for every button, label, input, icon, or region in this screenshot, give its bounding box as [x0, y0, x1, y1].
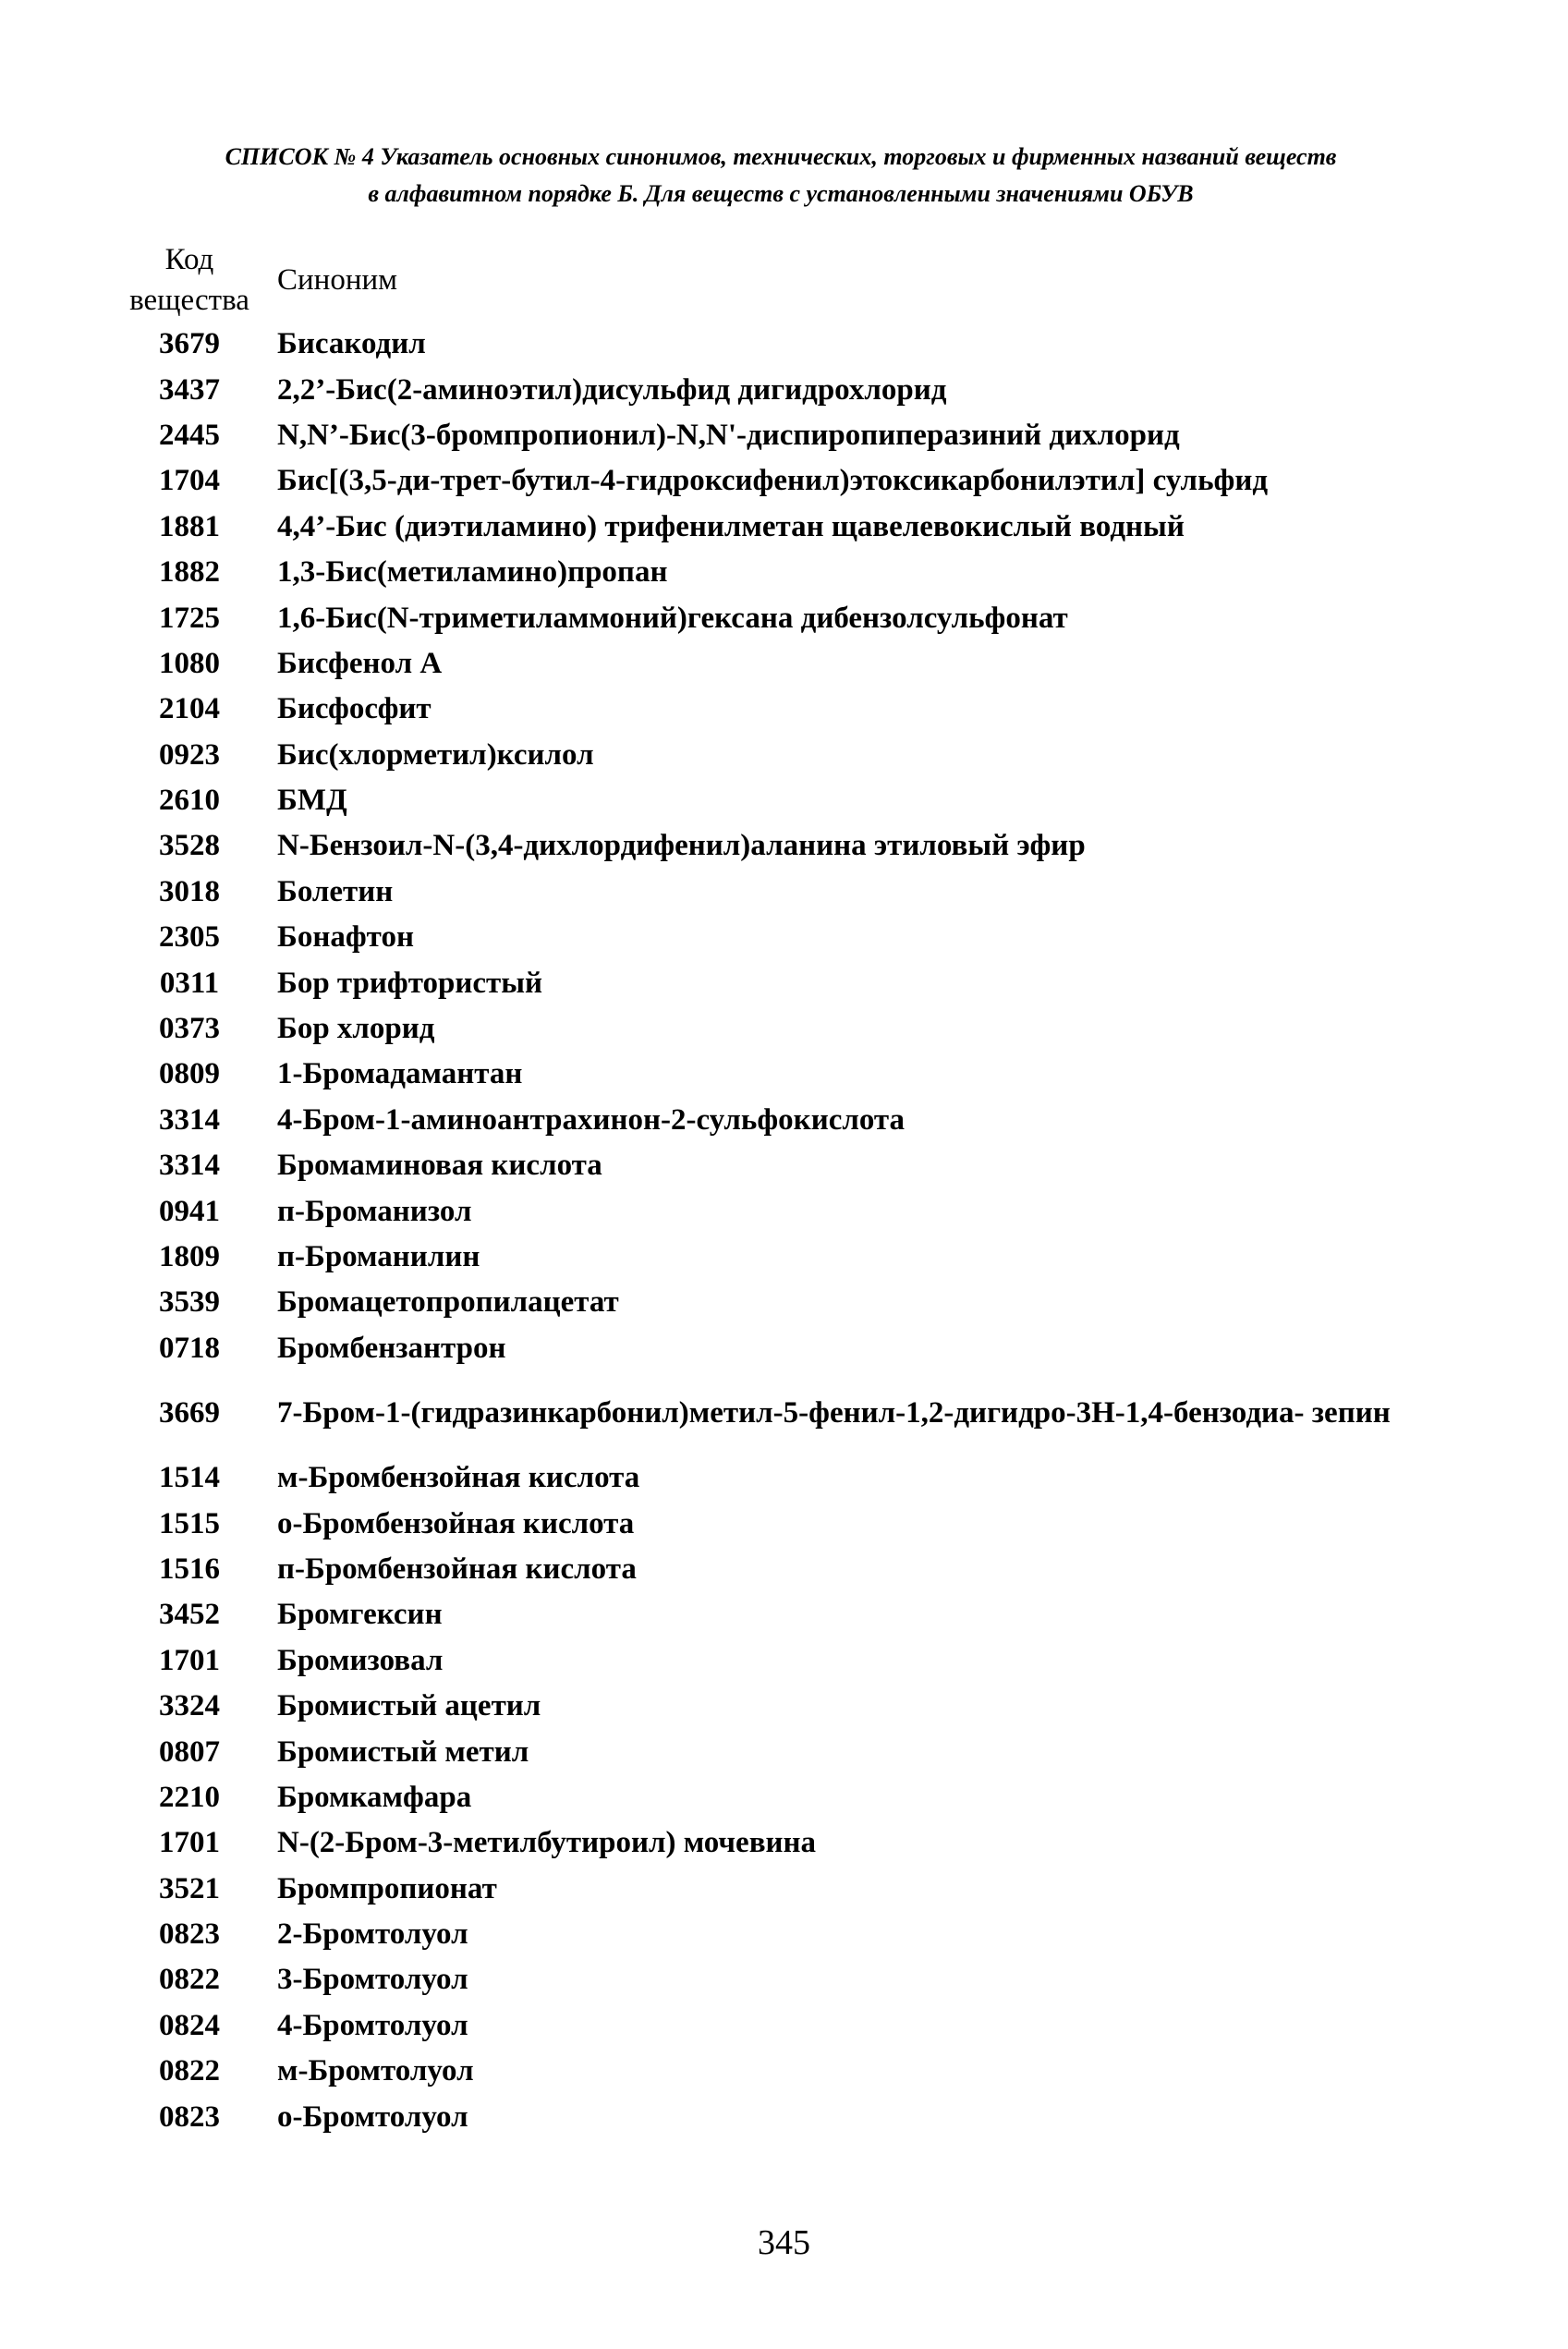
substance-code: 0822 — [159, 1963, 220, 1997]
table-row — [111, 915, 1441, 960]
table-row — [111, 1912, 1441, 1957]
header-line-2: в алфавитном порядке Б. Для веществ с установленными значениями ОБУВ — [368, 180, 1194, 207]
table-row — [111, 550, 1441, 595]
substance-synonym: Бор трифтористый — [277, 966, 543, 1000]
substance-synonym: о-Бромбензойная кислота — [277, 1506, 635, 1540]
substance-synonym: N,N’-Бис(3-бромпропионил)-N,N'-диспиропиперазиний дихлорид — [277, 418, 1180, 452]
substance-synonym: 4-Бромтолуол — [277, 2008, 468, 2042]
substance-synonym: п-Броманилин — [277, 1240, 480, 1273]
column-header-code — [111, 239, 268, 321]
table-row — [111, 458, 1441, 504]
substance-code: 3018 — [159, 874, 220, 908]
page-header — [139, 139, 1423, 213]
table-row — [111, 1729, 1441, 1774]
substance-synonym: Бромпропионат — [277, 1871, 497, 1905]
substance-synonym: Бромизовал — [277, 1643, 444, 1677]
substance-code: 1516 — [159, 1552, 220, 1586]
substance-code: 0311 — [159, 966, 220, 1000]
substance-code: 1515 — [159, 1506, 220, 1540]
substance-code: 1080 — [159, 646, 220, 680]
substance-code: 1701 — [159, 1826, 220, 1860]
substance-synonym: Бонафтон — [277, 920, 414, 955]
table-row — [111, 1052, 1441, 1097]
substance-code: 1881 — [159, 509, 220, 543]
substance-synonym: 2-Бромтолуол — [277, 1917, 468, 1952]
substance-synonym: о-Бромтолуол — [277, 2099, 468, 2134]
substance-synonym: 1-Бромадамантан — [277, 1057, 523, 1091]
substance-synonym: Бромаминовая кислота — [277, 1149, 602, 1183]
substance-code: 3539 — [159, 1285, 220, 1320]
substance-synonym: Бромистый метил — [277, 1734, 529, 1769]
substance-code: 0822 — [159, 2054, 220, 2088]
table-row — [111, 322, 1441, 367]
substance-code: 0807 — [159, 1734, 220, 1769]
table-header — [111, 238, 1441, 322]
substance-code: 1882 — [159, 555, 220, 590]
substance-synonym: м-Бромбензойная кислота — [277, 1461, 640, 1495]
header-line-1: СПИСОК № 4 Указатель основных синонимов, технических, торговых и фирменных названий веществ — [225, 143, 1337, 170]
substance-code: 1809 — [159, 1240, 220, 1273]
table-body — [111, 322, 1441, 2140]
substance-code: 3314 — [159, 1149, 220, 1183]
substance-synonym: 7-Бром-1-(гидразинкарбонил)метил-5-фенил-1,2-дигидро-3Н-1,4-бензодиа- зепин — [277, 1395, 1391, 1430]
table-row — [111, 870, 1441, 915]
table-row — [111, 1326, 1441, 1371]
substance-synonym: 1,6-Бис(N-триметиламмоний)гексана дибензолсульфонат — [277, 601, 1068, 635]
substance-code: 3679 — [159, 327, 220, 361]
substance-synonym: Бромистый ацетил — [277, 1689, 541, 1723]
substance-synonym: 2,2’-Бис(2-аминоэтил)дисульфид дигидрохлорид — [277, 372, 947, 407]
substance-code: 1514 — [159, 1461, 220, 1495]
substance-synonym: 1,3-Бис(метиламино)пропан — [277, 555, 668, 590]
table-row — [111, 823, 1441, 869]
substance-code: 3521 — [159, 1871, 220, 1905]
table-row — [111, 1867, 1441, 1912]
table-row — [111, 1957, 1441, 2002]
table-row — [111, 1188, 1441, 1234]
table-row — [111, 2049, 1441, 2094]
substance-synonym: Бисфосфит — [277, 692, 432, 726]
synonym-table — [111, 238, 1441, 2140]
table-row — [111, 1280, 1441, 1325]
substance-synonym: Бис(хлорметил)ксилол — [277, 737, 594, 772]
substance-code: 0824 — [159, 2008, 220, 2042]
column-header-code-line-1: Код — [164, 243, 214, 276]
substance-code: 1725 — [159, 601, 220, 635]
table-row — [111, 1006, 1441, 1052]
table-row — [111, 733, 1441, 778]
substance-code: 0823 — [159, 1917, 220, 1952]
substance-synonym: Болетин — [277, 874, 394, 908]
table-row — [111, 2094, 1441, 2139]
substance-code: 0373 — [159, 1012, 220, 1046]
substance-synonym: п-Бромбензойная кислота — [277, 1552, 637, 1586]
substance-code: 0718 — [159, 1331, 220, 1365]
substance-synonym: п-Броманизол — [277, 1194, 472, 1228]
substance-synonym: 4-Бром-1-аминоантрахинон-2-сульфокислота — [277, 1102, 906, 1137]
substance-code: 3437 — [159, 372, 220, 407]
substance-synonym: N-(2-Бром-3-метилбутироил) мочевина — [277, 1826, 817, 1860]
table-row — [111, 1638, 1441, 1684]
substance-synonym: Бисакодил — [277, 327, 426, 361]
substance-synonym: Бромбензантрон — [277, 1331, 506, 1365]
substance-synonym: N-Бензоил-N-(3,4-дихлордифенил)аланина этиловый эфир — [277, 829, 1086, 863]
table-row — [111, 1547, 1441, 1592]
table-row — [111, 505, 1441, 550]
table-row — [111, 687, 1441, 732]
table-row — [111, 960, 1441, 1005]
substance-code: 3528 — [159, 829, 220, 863]
substance-synonym: 4,4’-Бис (диэтиламино) трифенилметан щавелевокислый водный — [277, 509, 1185, 543]
table-row — [111, 1684, 1441, 1729]
table-row — [111, 2003, 1441, 2049]
substance-code: 3452 — [159, 1598, 220, 1632]
table-row — [111, 778, 1441, 823]
column-header-code-line-2: вещества — [129, 284, 249, 317]
table-row — [111, 641, 1441, 687]
table-row — [111, 1098, 1441, 1143]
substance-synonym: Бромацетопропилацетат — [277, 1285, 619, 1320]
substance-synonym: 3-Бромтолуол — [277, 1963, 468, 1997]
substance-code: 0823 — [159, 2099, 220, 2134]
substance-synonym: Бис[(3,5-ди-трет-бутил-4-гидроксифенил)этоксикарбонилэтил] сульфид — [277, 464, 1269, 498]
substance-synonym: Бромгексин — [277, 1598, 443, 1632]
table-row — [111, 1143, 1441, 1188]
substance-code: 2610 — [159, 784, 220, 818]
substance-code: 1701 — [159, 1643, 220, 1677]
column-header-synonym: Синоним — [277, 262, 398, 297]
substance-code: 3314 — [159, 1102, 220, 1137]
substance-synonym: Бромкамфара — [277, 1780, 472, 1814]
substance-code: 0941 — [159, 1194, 220, 1228]
substance-synonym: Бор хлорид — [277, 1012, 435, 1046]
substance-code: 3669 — [159, 1395, 220, 1430]
substance-code: 3324 — [159, 1689, 220, 1723]
table-row — [111, 1592, 1441, 1637]
table-row — [111, 367, 1441, 412]
substance-code: 1704 — [159, 464, 220, 498]
substance-synonym: Бисфенол А — [277, 646, 443, 680]
table-row — [111, 413, 1441, 458]
page-number: 345 — [758, 2223, 810, 2262]
substance-synonym: БМД — [277, 784, 347, 818]
table-row — [111, 1820, 1441, 1866]
table-row — [111, 1235, 1441, 1280]
substance-code: 2305 — [159, 920, 220, 955]
table-row — [111, 1775, 1441, 1820]
substance-code: 2210 — [159, 1780, 220, 1814]
substance-synonym: м-Бромтолуол — [277, 2054, 474, 2088]
substance-code: 0809 — [159, 1057, 220, 1091]
substance-code: 2104 — [159, 692, 220, 726]
table-row — [111, 1455, 1441, 1501]
substance-code: 0923 — [159, 737, 220, 772]
table-row — [111, 1371, 1441, 1455]
table-row — [111, 1501, 1441, 1546]
substance-code: 2445 — [159, 418, 220, 452]
table-row — [111, 595, 1441, 640]
